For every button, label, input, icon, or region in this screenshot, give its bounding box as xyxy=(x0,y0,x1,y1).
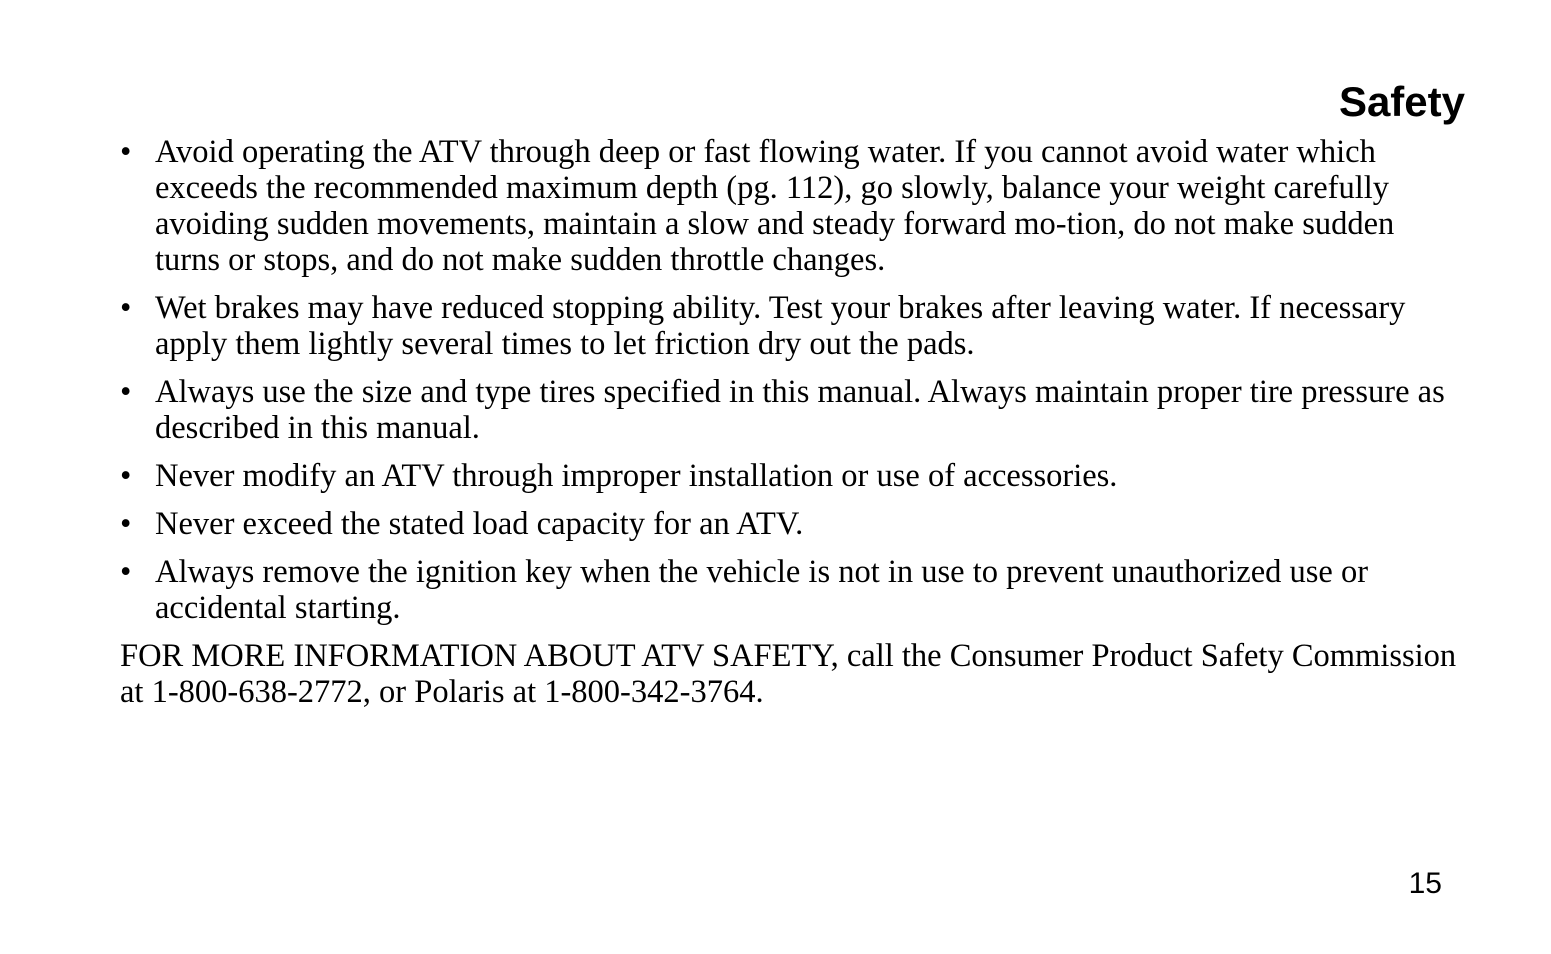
list-item xyxy=(120,374,1460,446)
bullet-icon: • xyxy=(120,374,132,410)
safety-contact-paragraph: FOR MORE INFORMATION ABOUT ATV SAFETY, call the Consumer Product Safety Commission at 1-800-638-2772, or Polaris at 1-800-342-3764. xyxy=(120,638,1457,710)
bullet-icon: • xyxy=(120,506,132,542)
page-number: 15 xyxy=(1408,867,1442,900)
bullet-icon: • xyxy=(120,554,132,590)
list-item xyxy=(120,506,1460,542)
bullet-icon: • xyxy=(120,290,132,326)
section-title: Safety xyxy=(1338,78,1465,125)
bullet-text: Always use the size and type tires specified in this manual. Always maintain proper tire pressure as described in this manual. xyxy=(155,374,1445,446)
safety-bullet-list xyxy=(120,134,1460,626)
list-item xyxy=(120,554,1460,626)
bullet-text: Always remove the ignition key when the vehicle is not in use to prevent unauthorized use or accidental starting. xyxy=(155,554,1369,626)
list-item xyxy=(120,290,1460,362)
page-content xyxy=(120,134,1460,710)
bullet-text: Avoid operating the ATV through deep or fast flowing water. If you cannot avoid water which exceeds the recommended maximum depth (pg. 112), go slowly, balance your weight carefully avoiding sudden movements, maintain a slow and steady forward mo-tion, do not make sudden turns or stops, and do not make sudden throttle changes. xyxy=(155,134,1395,278)
list-item xyxy=(120,134,1460,278)
bullet-text: Wet brakes may have reduced stopping ability. Test your brakes after leaving water. If necessary apply them lightly several times to let friction dry out the pads. xyxy=(155,290,1406,362)
list-item xyxy=(120,458,1460,494)
bullet-text: Never modify an ATV through improper installation or use of accessories. xyxy=(155,458,1118,494)
bullet-icon: • xyxy=(120,134,132,170)
bullet-text: Never exceed the stated load capacity for an ATV. xyxy=(155,506,804,542)
bullet-icon: • xyxy=(120,458,132,494)
